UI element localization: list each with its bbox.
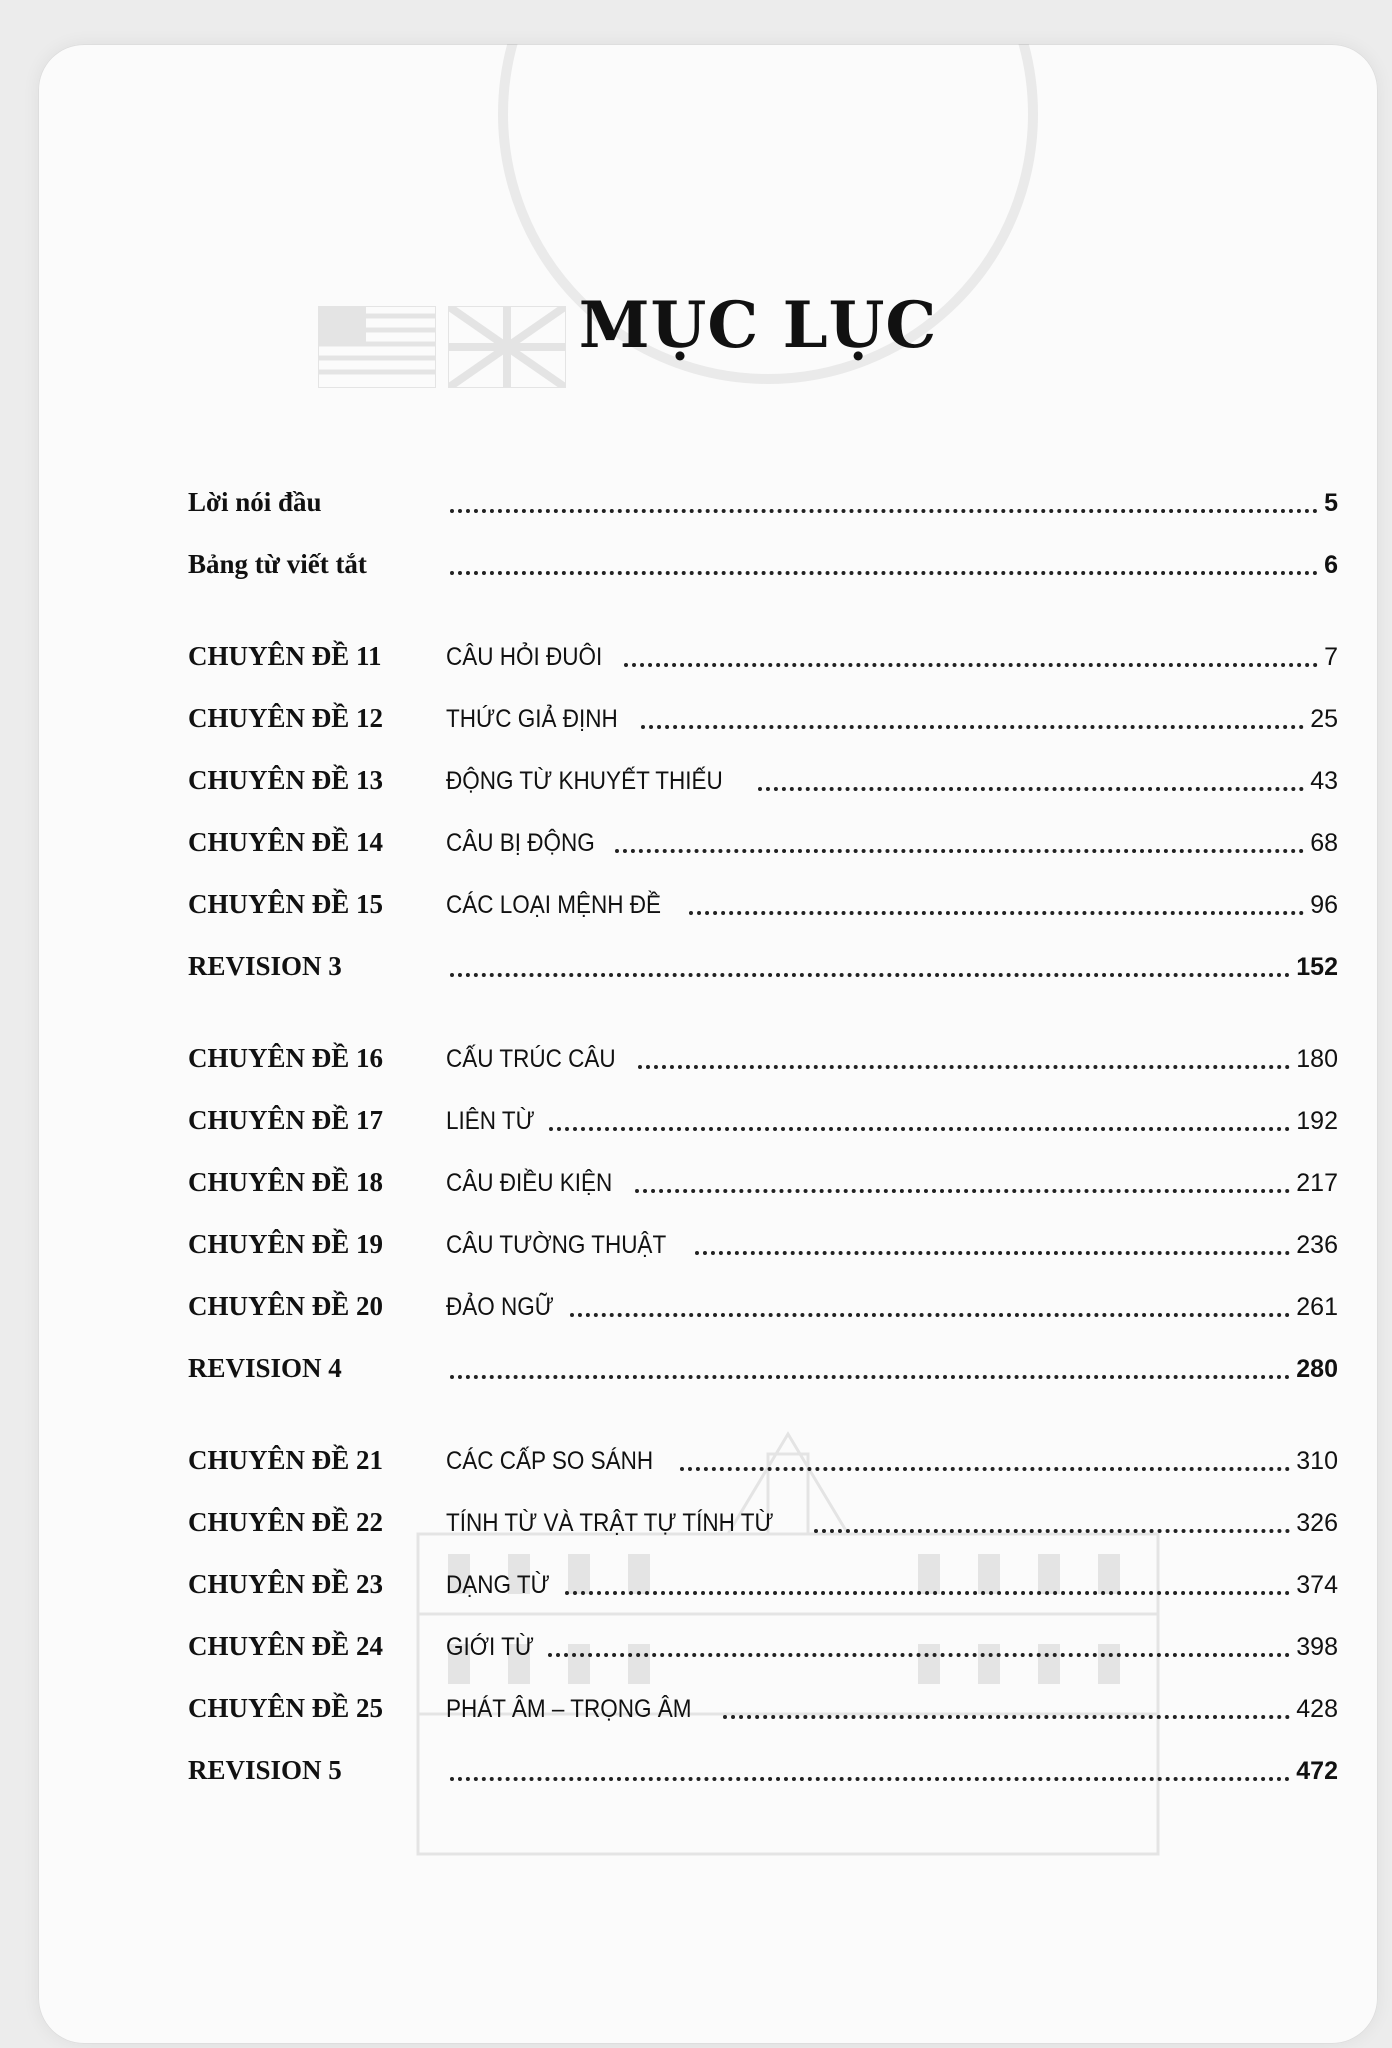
dot-leader	[723, 1715, 1291, 1719]
toc-entry-label: CHUYÊN ĐỀ 21	[188, 1445, 384, 1475]
toc-entry-label: CHUYÊN ĐỀ 12	[188, 703, 384, 733]
toc-entry-chapter	[188, 866, 1338, 928]
toc-entry-label: CHUYÊN ĐỀ 24	[188, 1631, 384, 1661]
book-page	[38, 44, 1378, 2044]
toc-entry-page: 472	[1296, 1757, 1338, 1785]
toc-entry-revision	[188, 1732, 1338, 1794]
toc-entry-label: CHUYÊN ĐỀ 17	[188, 1105, 384, 1135]
dot-leader	[680, 1467, 1290, 1471]
dot-leader	[570, 1313, 1290, 1317]
toc-entry-topic: CÂU ĐIỀU KIỆN	[446, 1169, 613, 1197]
toc-entry-topic: CẤU TRÚC CÂU	[446, 1045, 616, 1073]
toc-entry-page: 25	[1310, 705, 1338, 733]
toc-entry-label: CHUYÊN ĐỀ 13	[188, 765, 384, 795]
toc-entry-label: CHUYÊN ĐỀ 22	[188, 1507, 384, 1537]
toc-entry-chapter	[188, 1422, 1338, 1484]
toc-entry-topic: TÍNH TỪ VÀ TRẬT TỰ TÍNH TỪ	[446, 1509, 774, 1537]
dot-leader	[450, 509, 1318, 513]
toc-entry-chapter	[188, 1082, 1338, 1144]
dot-leader	[450, 1375, 1290, 1379]
toc-entry-chapter	[188, 1546, 1338, 1608]
dot-leader	[638, 1065, 1290, 1069]
toc-entry-page: 5	[1324, 489, 1338, 517]
dot-leader	[615, 849, 1304, 853]
toc-entry-chapter	[188, 1144, 1338, 1206]
toc-entry-page: 398	[1296, 1633, 1338, 1661]
toc-entry-page: 374	[1296, 1571, 1338, 1599]
toc-entry-topic: LIÊN TỪ	[446, 1107, 535, 1135]
toc-entry-label: CHUYÊN ĐỀ 15	[188, 889, 384, 919]
toc-entry-topic: PHÁT ÂM – TRỌNG ÂM	[446, 1695, 692, 1723]
toc-entry-chapter	[188, 1484, 1338, 1546]
dot-leader	[689, 911, 1304, 915]
toc-entry-chapter	[188, 680, 1338, 742]
toc-entry-chapter	[188, 742, 1338, 804]
toc-entry-page: 96	[1310, 891, 1338, 919]
toc-entry-label: CHUYÊN ĐỀ 16	[188, 1043, 384, 1073]
toc-entry-topic: CÁC CẤP SO SÁNH	[446, 1447, 654, 1475]
page-title: MỤC LỤC	[578, 288, 938, 363]
dot-leader	[641, 725, 1304, 729]
toc-entry-page: 217	[1296, 1169, 1338, 1197]
toc-entry-label: REVISION 5	[188, 1755, 342, 1785]
toc-entry-label: CHUYÊN ĐỀ 11	[188, 641, 382, 671]
toc-entry-label: CHUYÊN ĐỀ 19	[188, 1229, 384, 1259]
dot-leader	[450, 1777, 1290, 1781]
toc-entry-label: Bảng từ viết tắt	[188, 549, 367, 579]
toc-entry-page: 192	[1296, 1107, 1338, 1135]
toc-entry-topic: ĐẢO NGỮ	[446, 1293, 554, 1321]
dot-leader	[624, 663, 1318, 667]
toc-entry-page: 236	[1296, 1231, 1338, 1259]
dot-leader	[695, 1251, 1291, 1255]
dot-leader	[758, 787, 1305, 791]
toc-entry-page: 6	[1324, 551, 1338, 579]
toc-entry-label: CHUYÊN ĐỀ 23	[188, 1569, 384, 1599]
toc-entry-abbreviations	[188, 526, 1338, 588]
toc-entry-topic: THỨC GIẢ ĐỊNH	[446, 705, 618, 733]
toc-entry-topic: CÂU BỊ ĐỘNG	[446, 829, 595, 857]
toc-entry-page: 43	[1310, 767, 1338, 795]
toc-entry-chapter	[188, 1206, 1338, 1268]
toc-entry-chapter	[188, 1670, 1338, 1732]
toc-entry-page: 261	[1296, 1293, 1338, 1321]
toc-entry-page: 280	[1296, 1355, 1338, 1383]
toc-entry-label: CHUYÊN ĐỀ 18	[188, 1167, 384, 1197]
table-of-contents	[188, 464, 1338, 1794]
toc-entry-page: 152	[1296, 953, 1338, 981]
dot-leader	[548, 1653, 1290, 1657]
toc-entry-label: REVISION 3	[188, 951, 342, 981]
toc-entry-chapter	[188, 1020, 1338, 1082]
toc-entry-page: 310	[1296, 1447, 1338, 1475]
dot-leader	[450, 973, 1290, 977]
toc-entry-chapter	[188, 1608, 1338, 1670]
toc-entry-topic: CÂU HỎI ĐUÔI	[446, 643, 603, 671]
toc-entry-label: CHUYÊN ĐỀ 20	[188, 1291, 384, 1321]
toc-entry-label: CHUYÊN ĐỀ 25	[188, 1693, 384, 1723]
toc-entry-page: 68	[1310, 829, 1338, 857]
toc-entry-page: 7	[1324, 643, 1338, 671]
dot-leader	[450, 571, 1318, 575]
toc-entry-page: 428	[1296, 1695, 1338, 1723]
toc-entry-label: CHUYÊN ĐỀ 14	[188, 827, 384, 857]
toc-entry-topic: CÂU TƯỜNG THUẬT	[446, 1231, 667, 1259]
toc-entry-topic: DẠNG TỪ	[446, 1571, 550, 1599]
toc-entry-chapter	[188, 618, 1338, 680]
dot-leader	[814, 1529, 1290, 1533]
toc-entry-page: 326	[1296, 1509, 1338, 1537]
toc-entry-label: Lời nói đầu	[188, 487, 322, 517]
toc-entry-chapter	[188, 804, 1338, 866]
dot-leader	[565, 1591, 1290, 1595]
toc-entry-chapter	[188, 1268, 1338, 1330]
toc-entry-topic: CÁC LOẠI MỆNH ĐỀ	[446, 891, 662, 919]
toc-entry-topic: ĐỘNG TỪ KHUYẾT THIẾU	[446, 767, 723, 795]
toc-entry-revision	[188, 1330, 1338, 1392]
dot-leader	[549, 1127, 1291, 1131]
toc-entry-revision	[188, 928, 1338, 990]
toc-entry-preface	[188, 464, 1338, 526]
dot-leader	[635, 1189, 1291, 1193]
toc-entry-label: REVISION 4	[188, 1353, 342, 1383]
toc-entry-page: 180	[1296, 1045, 1338, 1073]
toc-entry-topic: GIỚI TỪ	[446, 1633, 535, 1661]
